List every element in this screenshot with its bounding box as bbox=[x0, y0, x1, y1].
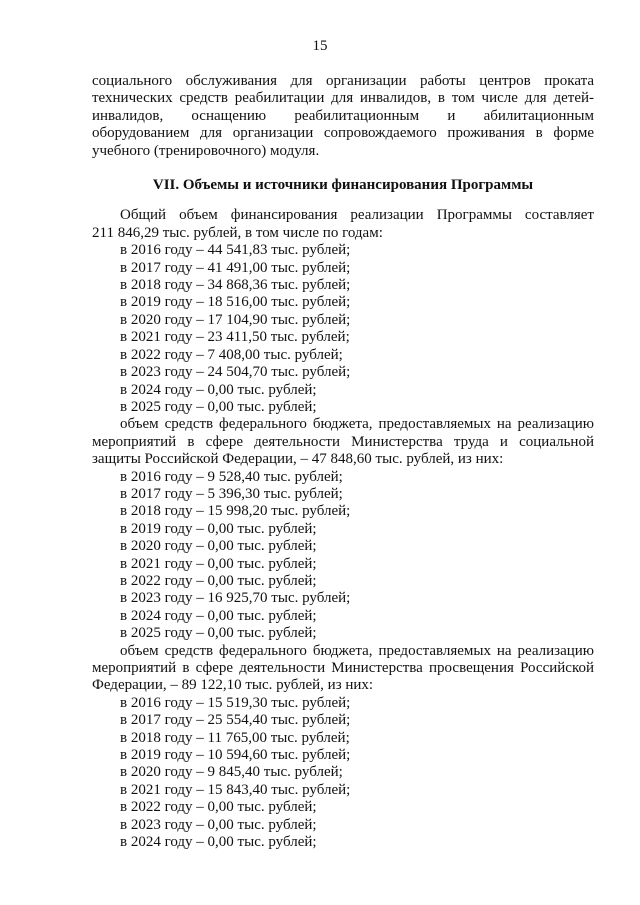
education-paragraph-line: мероприятий в сфере деятельности Министерства просвещения Российской bbox=[92, 660, 594, 676]
list-item: в 2023 году – 16 925,70 тыс. рублей; bbox=[120, 590, 351, 607]
list-item: в 2022 году – 0,00 тыс. рублей; bbox=[120, 572, 317, 589]
list-item: в 2016 году – 44 541,83 тыс. рублей; bbox=[120, 242, 351, 259]
list-item: в 2018 году – 34 868,36 тыс. рублей; bbox=[120, 277, 351, 294]
list-item: в 2024 году – 0,00 тыс. рублей; bbox=[120, 607, 317, 624]
list-item: в 2020 году – 17 104,90 тыс. рублей; bbox=[120, 311, 351, 328]
intro-line: учебного (тренировочного) модуля. bbox=[92, 142, 320, 159]
education-paragraph-line: объем средств федерального бюджета, предоставляемых на реализацию bbox=[120, 642, 594, 659]
education-years-list bbox=[92, 695, 594, 852]
education-paragraph-line: Федерации, – 89 122,10 тыс. рублей, из них: bbox=[92, 677, 374, 694]
list-item: в 2017 году – 5 396,30 тыс. рублей; bbox=[120, 485, 343, 502]
labor-paragraph-line: объем средств федерального бюджета, предоставляемых на реализацию bbox=[120, 416, 594, 433]
intro-paragraph bbox=[92, 73, 594, 160]
list-item: в 2024 году – 0,00 тыс. рублей; bbox=[120, 381, 317, 398]
page-content bbox=[92, 73, 594, 851]
list-item: в 2019 году – 0,00 тыс. рублей; bbox=[120, 520, 317, 537]
list-item: в 2019 году – 18 516,00 тыс. рублей; bbox=[120, 294, 351, 311]
list-item: в 2017 году – 41 491,00 тыс. рублей; bbox=[120, 259, 351, 276]
list-item: в 2025 году – 0,00 тыс. рублей; bbox=[120, 398, 317, 415]
labor-paragraph-line: мероприятий в сфере деятельности Министерства труда и социальной bbox=[92, 433, 594, 450]
labor-ministry-block bbox=[92, 416, 594, 642]
list-item: в 2020 году – 0,00 тыс. рублей; bbox=[120, 538, 317, 555]
education-ministry-block bbox=[92, 643, 594, 852]
intro-line: социального обслуживания для организации работы центров проката bbox=[92, 73, 594, 89]
total-years-list bbox=[92, 242, 594, 416]
list-item: в 2019 году – 10 594,60 тыс. рублей; bbox=[120, 747, 351, 764]
section-title: VII. Объемы и источники финансирования Программы bbox=[152, 177, 534, 194]
list-item: в 2017 году – 25 554,40 тыс. рублей; bbox=[120, 712, 351, 729]
list-item: в 2023 году – 24 504,70 тыс. рублей; bbox=[120, 364, 351, 381]
intro-line: оборудованием для организации сопровождаемого проживания в форме bbox=[92, 125, 594, 142]
list-item: в 2022 году – 7 408,00 тыс. рублей; bbox=[120, 346, 343, 363]
intro-line: инвалидов, оснащению реабилитационным и абилитационным bbox=[92, 107, 594, 124]
list-item: в 2023 году – 0,00 тыс. рублей; bbox=[120, 816, 317, 833]
list-item: в 2016 году – 15 519,30 тыс. рублей; bbox=[120, 694, 351, 711]
list-item: в 2020 году – 9 845,40 тыс. рублей; bbox=[120, 764, 343, 781]
list-item: в 2021 году – 15 843,40 тыс. рублей; bbox=[120, 781, 351, 798]
labor-paragraph-line: защиты Российской Федерации, – 47 848,60 тыс. рублей, из них: bbox=[92, 451, 504, 468]
intro-line: технических средств реабилитации для инвалидов, в том числе для детей- bbox=[92, 90, 594, 107]
page-number: 15 bbox=[312, 38, 328, 54]
list-item: в 2021 году – 23 411,50 тыс. рублей; bbox=[120, 329, 350, 346]
list-item: в 2025 году – 0,00 тыс. рублей; bbox=[120, 625, 317, 642]
total-paragraph-line: 211 846,29 тыс. рублей, в том числе по годам: bbox=[92, 224, 383, 241]
list-item: в 2018 году – 11 765,00 тыс. рублей; bbox=[120, 729, 350, 746]
list-item: в 2018 году – 15 998,20 тыс. рублей; bbox=[120, 503, 351, 520]
list-item: в 2024 году – 0,00 тыс. рублей; bbox=[120, 834, 317, 851]
total-funding-block bbox=[92, 207, 594, 416]
list-item: в 2022 году – 0,00 тыс. рублей; bbox=[120, 799, 317, 816]
total-paragraph-line: Общий объем финансирования реализации Программы составляет bbox=[120, 207, 594, 224]
list-item: в 2016 году – 9 528,40 тыс. рублей; bbox=[120, 468, 343, 485]
list-item: в 2021 году – 0,00 тыс. рублей; bbox=[120, 555, 317, 572]
labor-years-list bbox=[92, 469, 594, 643]
